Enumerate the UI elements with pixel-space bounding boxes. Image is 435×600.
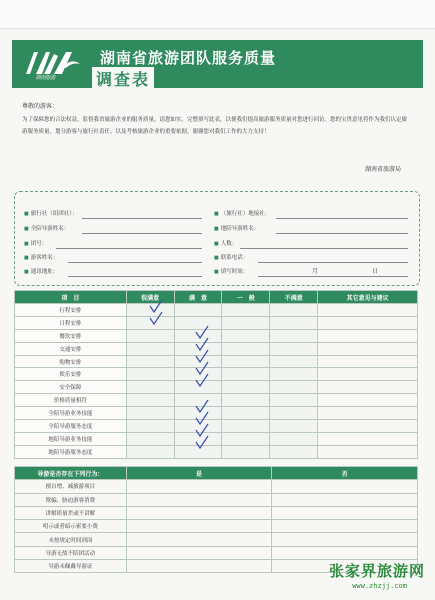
local-guide-line[interactable] [276, 232, 408, 234]
cell-satisfied[interactable] [174, 407, 222, 420]
table-row [15, 520, 418, 533]
cell-no[interactable] [272, 546, 418, 559]
field-label: 通讯地址： [30, 269, 59, 275]
national-guide-line[interactable] [82, 232, 202, 234]
row-label: 地陪导游服务态度 [15, 445, 127, 458]
col-header-item: 项 目 [15, 291, 127, 304]
cell-average[interactable] [222, 316, 270, 329]
logo-subtext: 湖南旅游 [36, 75, 57, 81]
cell-unsatisfied[interactable] [270, 407, 318, 420]
col-header-very-satisfied: 很满意 [126, 291, 174, 304]
cell-comments[interactable] [318, 381, 418, 394]
row-label: 安全保障 [15, 381, 127, 394]
cell-no[interactable] [272, 506, 418, 519]
travel-agency-line[interactable] [82, 217, 202, 219]
cell-unsatisfied[interactable] [270, 304, 318, 317]
cell-satisfied[interactable] [174, 342, 222, 355]
tourist-name-line[interactable] [68, 261, 202, 263]
table-row [15, 432, 418, 445]
table-row [15, 316, 418, 329]
cell-unsatisfied[interactable] [270, 432, 318, 445]
cell-yes[interactable] [126, 533, 272, 546]
page-subtitle: 调查表 [92, 67, 154, 90]
cell-satisfied[interactable] [174, 355, 222, 368]
table-row [15, 329, 418, 342]
cell-unsatisfied[interactable] [270, 368, 318, 381]
table-row [15, 304, 418, 317]
field-fill-date: ■ 填写时间： [214, 269, 249, 275]
cell-satisfied[interactable] [174, 329, 222, 342]
cell-average[interactable] [222, 432, 270, 445]
cell-comments[interactable] [318, 355, 418, 368]
cell-unsatisfied[interactable] [270, 355, 318, 368]
cell-average[interactable] [222, 304, 270, 317]
cell-comments[interactable] [318, 368, 418, 381]
table-row [15, 506, 418, 519]
field-head-count: ■ 人数： [214, 241, 238, 247]
table-row [15, 420, 418, 433]
cell-comments[interactable] [318, 432, 418, 445]
table-row [15, 407, 418, 420]
field-local-agency: ■ （旅行社）地接社： [214, 211, 271, 217]
table-row [15, 342, 418, 355]
field-label: 地陪导游姓名： [220, 226, 260, 232]
cell-comments[interactable] [318, 420, 418, 433]
col-header-yes: 是 [126, 467, 272, 480]
cell-average[interactable] [222, 329, 270, 342]
head-count-line[interactable] [240, 247, 408, 249]
cell-very-satisfied[interactable] [126, 329, 174, 342]
cell-yes[interactable] [126, 546, 272, 559]
field-national-guide: ■ 全陪导游姓名： [24, 226, 70, 232]
cell-very-satisfied[interactable] [126, 445, 174, 458]
cell-unsatisfied[interactable] [270, 329, 318, 342]
address-line[interactable] [68, 275, 202, 277]
row-label: 交通安排 [15, 342, 127, 355]
cell-average[interactable] [222, 394, 270, 407]
cell-satisfied[interactable] [174, 381, 222, 394]
day-label: 日 [372, 268, 379, 275]
cell-yes[interactable] [126, 506, 272, 519]
watermark-url: www.zhzjj.com [352, 582, 407, 590]
watermark-brand: 张家界旅游网 [328, 562, 425, 580]
cell-no[interactable] [272, 520, 418, 533]
field-label: （旅行社）地接社： [220, 211, 271, 217]
cell-comments[interactable] [318, 445, 418, 458]
cell-average[interactable] [222, 381, 270, 394]
cell-yes[interactable] [126, 493, 272, 506]
field-tourist-name: ■ 游客姓名： [24, 255, 59, 261]
cell-comments[interactable] [318, 407, 418, 420]
row-label: 餐饮安排 [15, 329, 127, 342]
row-label: 讲解质量差或不讲解 [15, 506, 127, 519]
cell-average[interactable] [222, 407, 270, 420]
local-agency-line[interactable] [276, 217, 408, 219]
intro-paragraph: 为了保障您的合法权益，监督我省旅游企业的服务质量，请您如实、完整填写此表，以便我们提高旅游服务质量对您进行回访。您的宝贵意见将作为我们认定旅游服务质量、划分游客与旅行社责任、以及考核旅游企业的重要依据。谢谢您对我们工作的大力支持！ [22, 117, 408, 135]
field-phone: ■ 联系电话： [214, 255, 249, 261]
row-label: 购物安排 [15, 355, 127, 368]
behavior-table [14, 466, 418, 573]
cell-comments[interactable] [318, 394, 418, 407]
cell-very-satisfied[interactable] [126, 407, 174, 420]
cell-average[interactable] [222, 355, 270, 368]
col-header-unsatisfied: 不满意 [270, 291, 318, 304]
table-row [15, 493, 418, 506]
fill-date-line[interactable] [258, 275, 408, 277]
cell-no[interactable] [272, 533, 418, 546]
cell-average[interactable] [222, 342, 270, 355]
row-label: 明示或者暗示索要小费 [15, 520, 127, 533]
cell-average[interactable] [222, 420, 270, 433]
cell-yes[interactable] [126, 520, 272, 533]
col-header-satisfied: 满 意 [174, 291, 222, 304]
cell-comments[interactable] [318, 342, 418, 355]
cell-satisfied[interactable] [174, 445, 222, 458]
cell-very-satisfied[interactable] [126, 316, 174, 329]
field-local-guide: ■ 地陪导游姓名： [214, 226, 260, 232]
row-label: 地陪导游业务技能 [15, 432, 127, 445]
cell-very-satisfied[interactable] [126, 432, 174, 445]
table-row [15, 546, 418, 559]
cell-unsatisfied[interactable] [270, 445, 318, 458]
field-address: ■ 通讯地址： [24, 269, 59, 275]
cell-satisfied[interactable] [174, 316, 222, 329]
table-row [15, 480, 418, 493]
cell-satisfied[interactable] [174, 368, 222, 381]
cell-very-satisfied[interactable] [126, 381, 174, 394]
cell-unsatisfied[interactable] [270, 394, 318, 407]
field-label: 游客姓名： [30, 255, 59, 261]
col-header-average: 一 般 [222, 291, 270, 304]
cell-average[interactable] [222, 368, 270, 381]
table-row [15, 368, 418, 381]
row-label: 行程安排 [15, 304, 127, 317]
table-row [15, 355, 418, 368]
cell-very-satisfied[interactable] [126, 342, 174, 355]
page-title: 湖南省旅游团队服务质量 [100, 49, 277, 67]
cell-no[interactable] [272, 480, 418, 493]
cell-very-satisfied[interactable] [126, 355, 174, 368]
col-header-behavior: 导游是否存在下列行为： [15, 467, 127, 480]
cell-unsatisfied[interactable] [270, 420, 318, 433]
cell-comments[interactable] [318, 304, 418, 317]
scan-edge [0, 0, 435, 29]
cell-satisfied[interactable] [174, 432, 222, 445]
rating-table [14, 290, 418, 459]
row-label: 导游无故不陪团活动 [15, 546, 127, 559]
cell-satisfied[interactable] [174, 420, 222, 433]
cell-satisfied[interactable] [174, 394, 222, 407]
field-label: 填写时间： [220, 269, 249, 275]
table-row [15, 381, 418, 394]
cell-very-satisfied[interactable] [126, 394, 174, 407]
cell-average[interactable] [222, 445, 270, 458]
cell-unsatisfied[interactable] [270, 316, 318, 329]
group-number-line[interactable] [56, 247, 202, 249]
col-header-comments: 其它意见与建议 [318, 291, 418, 304]
row-label: 全陪导游业务技能 [15, 407, 127, 420]
row-label: 欺骗、胁迫游客消费 [15, 493, 127, 506]
field-label: 旅行社（组团社）： [30, 211, 78, 217]
row-label: 擅自增、减旅游项目 [15, 480, 127, 493]
cell-yes[interactable] [126, 480, 272, 493]
row-label: 全陪导游服务态度 [15, 420, 127, 433]
behavior-header-row [15, 467, 418, 480]
row-label: 日程安排 [15, 316, 127, 329]
cell-very-satisfied[interactable] [126, 420, 174, 433]
phone-line[interactable] [258, 261, 408, 263]
field-label: 人数： [220, 241, 238, 247]
signature: 湖南省旅游局 [364, 166, 401, 173]
col-header-no: 否 [272, 467, 418, 480]
cell-very-satisfied[interactable] [126, 304, 174, 317]
cell-comments[interactable] [318, 316, 418, 329]
cell-yes[interactable] [126, 560, 272, 573]
cell-no[interactable] [272, 493, 418, 506]
cell-unsatisfied[interactable] [270, 381, 318, 394]
table-row [15, 445, 418, 458]
rating-header-row [15, 291, 418, 304]
row-label: 未按规定时间到岗 [15, 533, 127, 546]
field-group-number: ■ 团号： [24, 241, 48, 247]
cell-unsatisfied[interactable] [270, 342, 318, 355]
greeting: 尊敬的游客： [22, 103, 59, 110]
table-row [15, 533, 418, 546]
field-label: 联系电话： [220, 255, 249, 261]
field-label: 团号： [30, 241, 48, 247]
row-label: 导游未佩戴导游证 [15, 560, 127, 573]
field-travel-agency: ■ 旅行社（组团社）： [24, 211, 78, 217]
cell-comments[interactable] [318, 329, 418, 342]
row-label: 价格质量相符 [15, 394, 127, 407]
table-row [15, 394, 418, 407]
row-label: 娱乐安排 [15, 368, 127, 381]
cell-satisfied[interactable] [174, 304, 222, 317]
cell-very-satisfied[interactable] [126, 368, 174, 381]
month-label: 月 [312, 268, 319, 275]
field-label: 全陪导游姓名： [30, 226, 70, 232]
